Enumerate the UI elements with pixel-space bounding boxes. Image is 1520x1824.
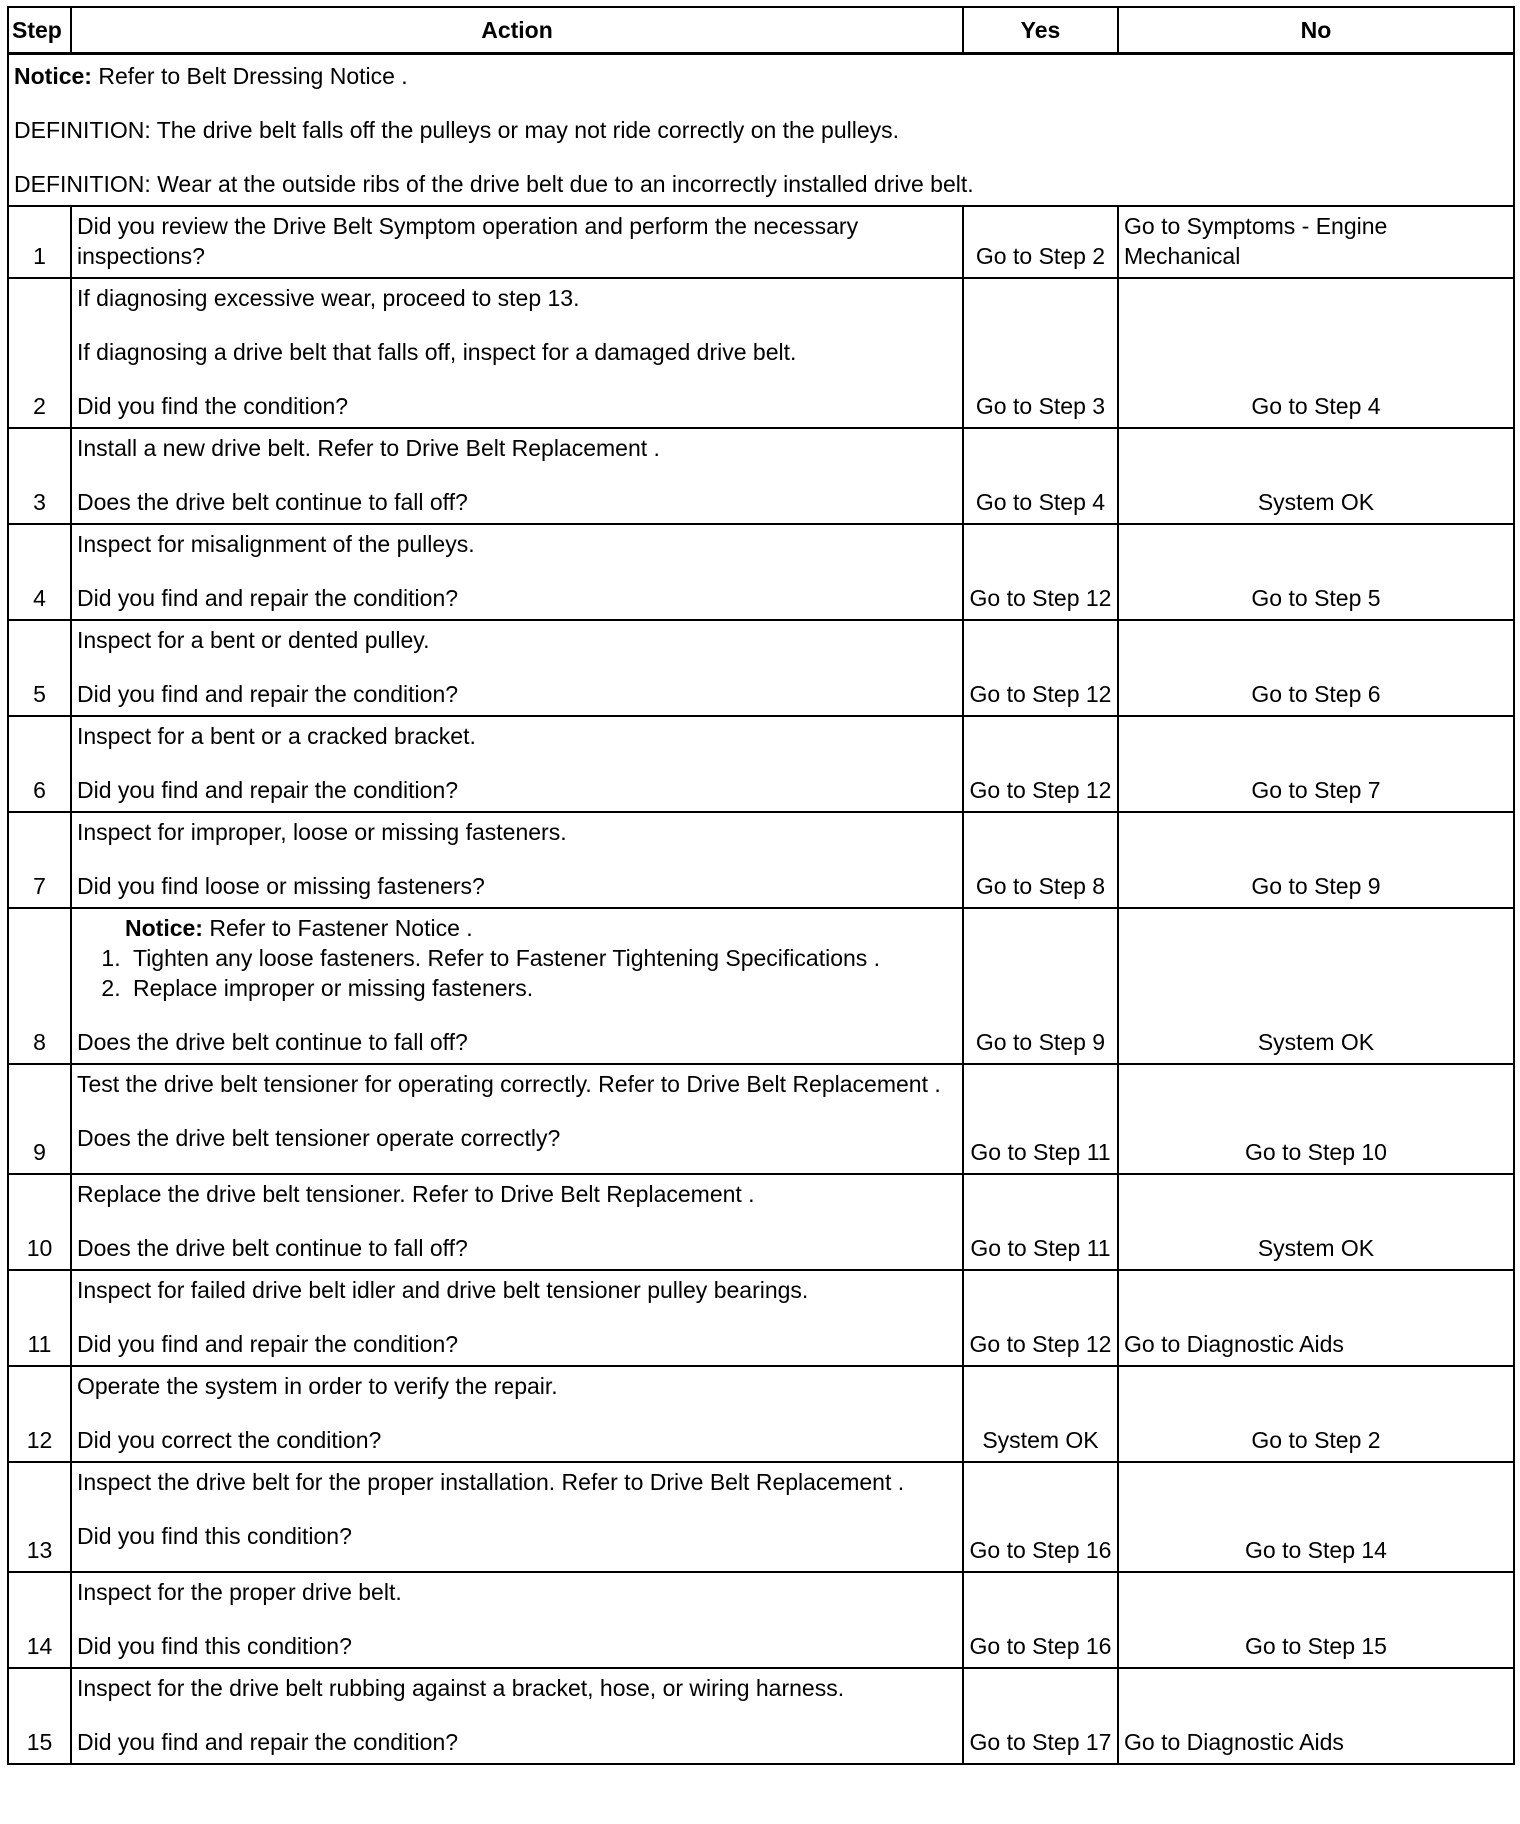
yes-result: Go to Step 8 [963,812,1118,908]
no-result: System OK [1118,428,1514,524]
action-cell [71,428,963,524]
action-cell [71,812,963,908]
header-no: No [1118,7,1514,54]
action-text: Operate the system in order to verify the repair. [77,1373,558,1399]
step-number: 10 [8,1174,71,1270]
question-text: Did you find and repair the condition? [77,1729,459,1755]
action-text: If diagnosing a drive belt that falls off, inspect for a damaged drive belt. [77,339,797,365]
action-text: Inspect for misalignment of the pulleys. [77,531,475,557]
table-row [8,1064,1514,1174]
action-cell [71,1668,963,1764]
table-row [8,716,1514,812]
action-text: Inspect for improper, loose or missing fasteners. [77,819,567,845]
action-cell [71,716,963,812]
action-cell [71,524,963,620]
header-row [8,7,1514,54]
action-text: Did you review the Drive Belt Symptom operation and perform the necessary inspections? [77,213,859,269]
action-cell [71,1174,963,1270]
table-row [8,1572,1514,1668]
action-cell [71,1572,963,1668]
action-text: Inspect for the drive belt rubbing against a bracket, hose, or wiring harness. [77,1675,845,1701]
step-number: 7 [8,812,71,908]
question-text: Did you find and repair the condition? [77,585,459,611]
yes-result: Go to Step 12 [963,1270,1118,1366]
yes-result: Go to Step 16 [963,1462,1118,1572]
action-text: Inspect for failed drive belt idler and drive belt tensioner pulley bearings. [77,1277,809,1303]
table-row [8,620,1514,716]
table-row [8,1270,1514,1366]
action-text: Inspect for the proper drive belt. [77,1579,402,1605]
table-row [8,428,1514,524]
step-number: 3 [8,428,71,524]
action-text: Test the drive belt tensioner for operating correctly. Refer to Drive Belt Replacement . [77,1071,941,1097]
list-item: 1. Tighten any loose fasteners. Refer to Fastener Tightening Specifications . [127,943,957,973]
fastener-notice [77,913,957,943]
step-number: 8 [8,908,71,1064]
notice-line [14,61,1508,91]
yes-result: Go to Step 2 [963,206,1118,278]
action-cell [71,620,963,716]
question-text: Did you find loose or missing fasteners? [77,873,485,899]
question-text: Did you find and repair the condition? [77,1331,459,1357]
yes-result: Go to Step 12 [963,524,1118,620]
repair-list [77,943,957,1003]
yes-result: Go to Step 17 [963,1668,1118,1764]
list-item: 2. Replace improper or missing fasteners. [127,973,957,1003]
table-row [8,278,1514,428]
yes-result: Go to Step 4 [963,428,1118,524]
action-text: Replace the drive belt tensioner. Refer to Drive Belt Replacement . [77,1181,755,1207]
step-number: 14 [8,1572,71,1668]
yes-result: System OK [963,1366,1118,1462]
question-text: Did you correct the condition? [77,1427,382,1453]
yes-result: Go to Step 12 [963,716,1118,812]
table-row [8,1462,1514,1572]
notice-row [8,54,1514,207]
yes-result: Go to Step 11 [963,1174,1118,1270]
question-text: Did you find and repair the condition? [77,777,459,803]
action-text: Inspect for a bent or dented pulley. [77,627,430,653]
action-cell [71,1064,963,1174]
action-cell [71,1270,963,1366]
question-text: Did you find this condition? [77,1523,352,1549]
action-cell [71,1462,963,1572]
no-result: Go to Step 2 [1118,1366,1514,1462]
step-number: 9 [8,1064,71,1174]
question-text: Does the drive belt continue to fall off? [77,1029,468,1055]
yes-result: Go to Step 16 [963,1572,1118,1668]
header-yes: Yes [963,7,1118,54]
no-result: Go to Step 14 [1118,1462,1514,1572]
table-row [8,524,1514,620]
step-number: 11 [8,1270,71,1366]
no-result: System OK [1118,908,1514,1064]
action-cell [71,1366,963,1462]
no-result: Go to Step 5 [1118,524,1514,620]
table-row [8,1174,1514,1270]
step-number: 13 [8,1462,71,1572]
no-result: Go to Step 10 [1118,1064,1514,1174]
action-text: If diagnosing excessive wear, proceed to step 13. [77,285,580,311]
fastener-notice-label: Notice: [125,915,203,941]
no-result: System OK [1118,1174,1514,1270]
table-row [8,206,1514,278]
diagnostic-table [7,6,1515,1765]
step-number: 1 [8,206,71,278]
question-text: Did you find the condition? [77,393,349,419]
question-text: Does the drive belt continue to fall off? [77,489,468,515]
step-number: 4 [8,524,71,620]
yes-result: Go to Step 12 [963,620,1118,716]
action-text: Install a new drive belt. Refer to Drive Belt Replacement . [77,435,660,461]
fastener-notice-text: Refer to Fastener Notice . [202,915,473,941]
header-action: Action [71,7,963,54]
step-number: 5 [8,620,71,716]
notice-cell [8,54,1514,207]
step-number: 6 [8,716,71,812]
action-text: Inspect the drive belt for the proper installation. Refer to Drive Belt Replacement . [77,1469,905,1495]
question-text: Does the drive belt tensioner operate correctly? [77,1125,561,1151]
step-number: 12 [8,1366,71,1462]
notice-label: Notice: [14,63,92,89]
header-step: Step [8,7,71,54]
table-row [8,1366,1514,1462]
yes-result: Go to Step 3 [963,278,1118,428]
question-text: Does the drive belt continue to fall off? [77,1235,468,1261]
no-result: Go to Step 9 [1118,812,1514,908]
no-result: Go to Step 15 [1118,1572,1514,1668]
table-row [8,1668,1514,1764]
no-result: Go to Step 6 [1118,620,1514,716]
question-text: Did you find this condition? [77,1633,352,1659]
no-result: Go to Symptoms - Engine Mechanical [1118,206,1514,278]
action-cell [71,908,963,1064]
definition-2: DEFINITION: Wear at the outside ribs of the drive belt due to an incorrectly installed drive belt. [14,171,974,197]
table-row [8,812,1514,908]
step-number: 15 [8,1668,71,1764]
no-result: Go to Diagnostic Aids [1118,1270,1514,1366]
action-cell [71,206,963,278]
action-text: Inspect for a bent or a cracked bracket. [77,723,476,749]
table-row [8,908,1514,1064]
no-result: Go to Step 4 [1118,278,1514,428]
definition-1: DEFINITION: The drive belt falls off the pulleys or may not ride correctly on the pulleys. [14,117,900,143]
yes-result: Go to Step 11 [963,1064,1118,1174]
no-result: Go to Diagnostic Aids [1118,1668,1514,1764]
step-number: 2 [8,278,71,428]
yes-result: Go to Step 9 [963,908,1118,1064]
no-result: Go to Step 7 [1118,716,1514,812]
question-text: Did you find and repair the condition? [77,681,459,707]
notice-text: Refer to Belt Dressing Notice . [91,63,408,89]
action-cell [71,278,963,428]
